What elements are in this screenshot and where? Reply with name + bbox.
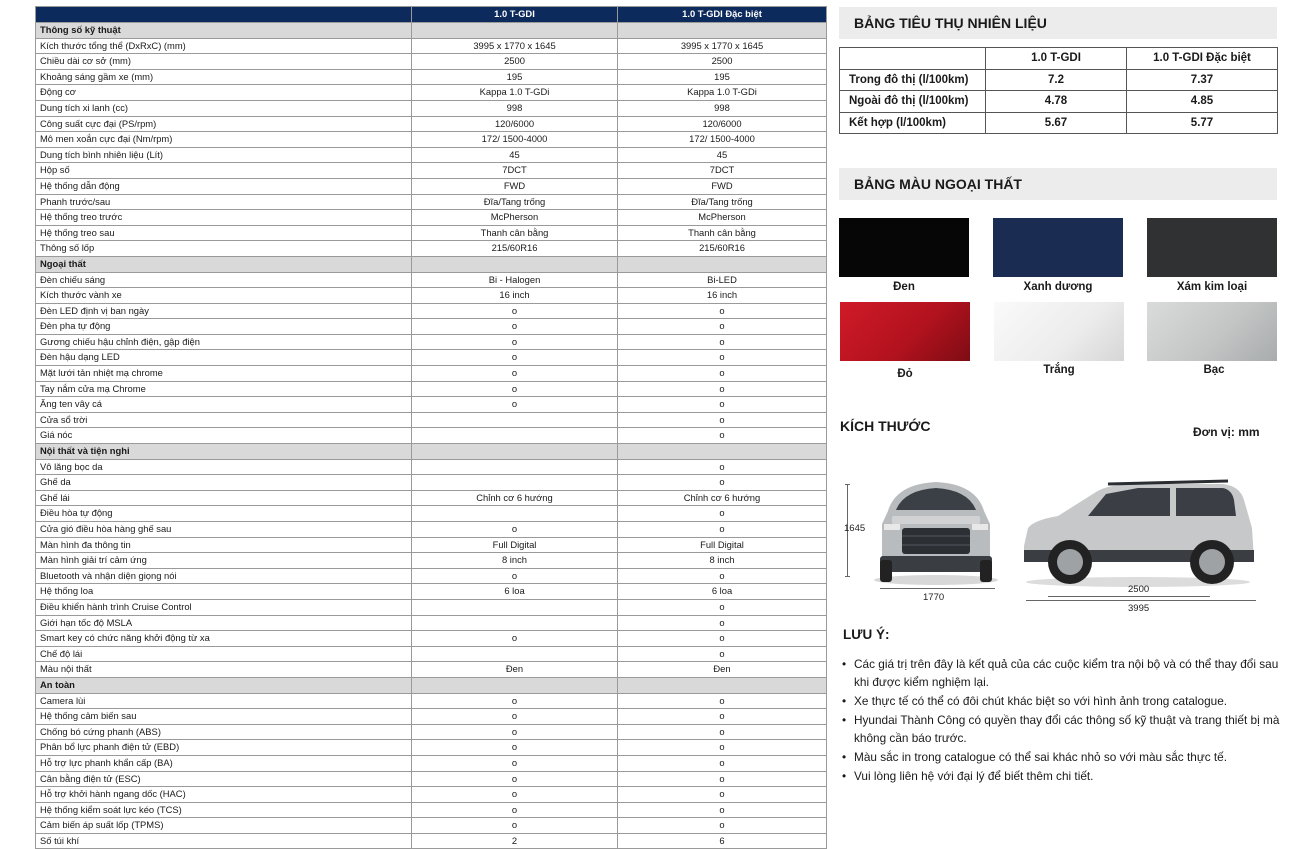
spec-row (36, 54, 827, 70)
spec-row-value-special: o (618, 787, 827, 803)
spec-row-value-standard: o (412, 787, 618, 803)
spec-table (35, 6, 827, 849)
spec-row-value-standard: 215/60R16 (412, 241, 618, 257)
fuel-row-label: Kết hợp (l/100km) (840, 112, 986, 134)
note-text: Các giá trị trên đây là kết quả của các cuộc kiểm tra nội bộ và có thể thay đổi sau khi được kiểm nghiệm lại. (854, 657, 1279, 689)
spec-row-value-special: o (618, 724, 827, 740)
spec-row (36, 116, 827, 132)
spec-row-value-standard (412, 459, 618, 475)
spec-section-spacer (412, 677, 618, 693)
spec-row-value-special: o (618, 428, 827, 444)
spec-row (36, 303, 827, 319)
spec-header-blank (36, 7, 412, 23)
spec-row-value-standard (412, 475, 618, 491)
spec-row-value-special: McPherson (618, 210, 827, 226)
spec-row-label: Ghế da (36, 475, 412, 491)
spec-row-label: Hộp số (36, 163, 412, 179)
spec-row-value-special: o (618, 475, 827, 491)
spec-row-value-standard: o (412, 334, 618, 350)
color-label: Đỏ (897, 368, 913, 380)
car-side-illustration (1018, 476, 1258, 591)
color-swatch-red (840, 302, 970, 361)
spec-row-label: Gương chiếu hậu chỉnh điện, gập điện (36, 334, 412, 350)
spec-row (36, 537, 827, 553)
length-value: 3995 (1128, 603, 1150, 614)
spec-row-value-standard: o (412, 303, 618, 319)
spec-row-value-special: o (618, 334, 827, 350)
spec-row-value-standard: o (412, 350, 618, 366)
fuel-row-value: 7.2 (986, 69, 1127, 91)
spec-row-value-standard (412, 599, 618, 615)
fuel-row-label: Trong đô thị (l/100km) (840, 69, 986, 91)
spec-row-value-special: 3995 x 1770 x 1645 (618, 38, 827, 54)
fuel-header-col1: 1.0 T-GDI (986, 48, 1127, 70)
spec-row (36, 787, 827, 803)
color-label: Đen (893, 281, 915, 293)
spec-row-value-standard: o (412, 568, 618, 584)
spec-row (36, 615, 827, 631)
spec-row-value-standard: FWD (412, 178, 618, 194)
spec-section-spacer (412, 23, 618, 39)
spec-row (36, 412, 827, 428)
spec-row-value-special: o (618, 350, 827, 366)
spec-row (36, 272, 827, 288)
spec-row-value-special: o (618, 771, 827, 787)
spec-row-value-special: 998 (618, 100, 827, 116)
spec-row (36, 210, 827, 226)
spec-row-value-special: 195 (618, 69, 827, 85)
note-item (842, 692, 1282, 710)
color-label: Trắng (1043, 364, 1075, 376)
spec-row-value-special: Đĩa/Tang trống (618, 194, 827, 210)
spec-row (36, 631, 827, 647)
spec-row-value-standard: Bi - Halogen (412, 272, 618, 288)
spec-row (36, 662, 827, 678)
spec-row-value-standard: 120/6000 (412, 116, 618, 132)
spec-row-value-special: 7DCT (618, 163, 827, 179)
spec-row-label: Hệ thống dẫn động (36, 178, 412, 194)
spec-section-row (36, 444, 827, 460)
spec-row (36, 334, 827, 350)
spec-row (36, 553, 827, 569)
spec-row-value-standard: Đen (412, 662, 618, 678)
spec-row-value-special: o (618, 802, 827, 818)
spec-row (36, 833, 827, 849)
width-dimension-line (880, 588, 995, 589)
spec-row-value-special: o (618, 693, 827, 709)
car-front-illustration (866, 476, 1006, 586)
spec-row-value-standard: 3995 x 1770 x 1645 (412, 38, 618, 54)
spec-row-value-special: FWD (618, 178, 827, 194)
spec-row-value-standard (412, 412, 618, 428)
fuel-header-row (840, 48, 1278, 70)
fuel-header-blank (840, 48, 986, 70)
spec-row-label: Hệ thống loa (36, 584, 412, 600)
spec-row-label: Dung tích bình nhiên liệu (Lít) (36, 147, 412, 163)
spec-row-label: Đèn LED định vị ban ngày (36, 303, 412, 319)
spec-row-value-standard: 7DCT (412, 163, 618, 179)
spec-row (36, 381, 827, 397)
spec-section-spacer (618, 444, 827, 460)
spec-row (36, 163, 827, 179)
height-dimension-tick (845, 576, 850, 577)
spec-row-label: Giá nóc (36, 428, 412, 444)
fuel-row-value: 4.78 (986, 91, 1127, 113)
spec-row-label: Động cơ (36, 85, 412, 101)
spec-row-label: Chống bó cứng phanh (ABS) (36, 724, 412, 740)
spec-header-col1: 1.0 T-GDI (412, 7, 618, 23)
spec-row-value-special: o (618, 740, 827, 756)
height-dimension-tick (845, 484, 850, 485)
spec-section-label: An toàn (36, 677, 412, 693)
spec-row-value-standard: o (412, 522, 618, 538)
spec-row-label: Vô lăng bọc da (36, 459, 412, 475)
spec-row (36, 225, 827, 241)
color-label: Bạc (1203, 364, 1225, 376)
spec-row-value-standard: o (412, 818, 618, 834)
spec-row-label: Giới hạn tốc độ MSLA (36, 615, 412, 631)
spec-row-label: Cửa sổ trời (36, 412, 412, 428)
spec-row (36, 194, 827, 210)
spec-row (36, 397, 827, 413)
spec-row-label: Đèn chiếu sáng (36, 272, 412, 288)
spec-section-spacer (618, 677, 827, 693)
spec-row-label: Bluetooth và nhận diện giọng nói (36, 568, 412, 584)
spec-row-value-special: o (618, 459, 827, 475)
spec-row-value-standard: o (412, 771, 618, 787)
spec-row (36, 740, 827, 756)
spec-row-value-special: o (618, 412, 827, 428)
length-dimension-line (1026, 600, 1256, 601)
spec-row-value-special: Chỉnh cơ 6 hướng (618, 490, 827, 506)
spec-row-label: Đèn hậu dạng LED (36, 350, 412, 366)
spec-row (36, 693, 827, 709)
spec-row-label: Kích thước tổng thể (DxRxC) (mm) (36, 38, 412, 54)
spec-row-label: Đèn pha tự động (36, 319, 412, 335)
spec-section-label: Nội thất và tiện nghi (36, 444, 412, 460)
fuel-section-title: BẢNG TIÊU THỤ NHIÊN LIỆU (839, 7, 1277, 39)
spec-row-value-special: o (618, 646, 827, 662)
spec-row (36, 522, 827, 538)
spec-row (36, 802, 827, 818)
spec-row-value-special: Full Digital (618, 537, 827, 553)
spec-row-value-standard: o (412, 366, 618, 382)
spec-row-label: Camera lùi (36, 693, 412, 709)
spec-row-value-standard (412, 646, 618, 662)
spec-row-label: Cửa gió điều hòa hàng ghế sau (36, 522, 412, 538)
spec-row (36, 724, 827, 740)
spec-row-label: Số túi khí (36, 833, 412, 849)
spec-row-label: Ăng ten vây cá (36, 397, 412, 413)
spec-section-spacer (618, 23, 827, 39)
spec-row (36, 178, 827, 194)
color-swatch-grey (1147, 218, 1277, 277)
spec-row (36, 38, 827, 54)
spec-row-label: Hỗ trợ khởi hành ngang dốc (HAC) (36, 787, 412, 803)
spec-row-value-special: Kappa 1.0 T-GDi (618, 85, 827, 101)
spec-row-label: Mô men xoắn cực đại (Nm/rpm) (36, 132, 412, 148)
dimensions-title: KÍCH THƯỚC (840, 418, 931, 434)
spec-row-label: Tay nắm cửa mạ Chrome (36, 381, 412, 397)
spec-row-value-special: o (618, 303, 827, 319)
spec-row-label: Chiều dài cơ sở (mm) (36, 54, 412, 70)
note-item (842, 748, 1282, 766)
spec-row-value-standard: o (412, 802, 618, 818)
spec-row-value-special: 215/60R16 (618, 241, 827, 257)
spec-row-value-standard: 2 (412, 833, 618, 849)
fuel-row (840, 112, 1278, 134)
fuel-row-label: Ngoài đô thị (l/100km) (840, 91, 986, 113)
spec-row (36, 568, 827, 584)
color-swatch-white (994, 302, 1124, 361)
notes-list (842, 655, 1282, 786)
spec-row (36, 599, 827, 615)
bullet-icon: • (842, 713, 847, 727)
spec-row (36, 506, 827, 522)
note-text: Hyundai Thành Công có quyền thay đổi các thông số kỹ thuật và trang thiết bị mà không cần báo trước. (854, 713, 1280, 745)
spec-row-label: Cân bằng điện tử (ESC) (36, 771, 412, 787)
spec-row-value-standard (412, 506, 618, 522)
spec-row-value-special: 16 inch (618, 288, 827, 304)
spec-row-value-special: 6 loa (618, 584, 827, 600)
spec-row-label: Khoảng sáng gầm xe (mm) (36, 69, 412, 85)
fuel-table (839, 47, 1278, 134)
spec-row-label: Màn hình đa thông tin (36, 537, 412, 553)
spec-row-label: Mặt lưới tản nhiệt mạ chrome (36, 366, 412, 382)
spec-row-value-standard: 172/ 1500-4000 (412, 132, 618, 148)
spec-row-value-special: o (618, 506, 827, 522)
height-value: 1645 (844, 523, 866, 534)
spec-row-value-special: o (618, 319, 827, 335)
spec-row (36, 584, 827, 600)
dimensions-unit: Đơn vị: mm (1193, 425, 1260, 439)
wheelbase-value: 2500 (1128, 584, 1150, 595)
spec-row (36, 147, 827, 163)
spec-row-value-standard: 8 inch (412, 553, 618, 569)
spec-row-value-special: o (618, 366, 827, 382)
spec-row-value-standard: 2500 (412, 54, 618, 70)
spec-row-value-standard: 195 (412, 69, 618, 85)
spec-row-value-special: o (618, 522, 827, 538)
spec-section-row (36, 23, 827, 39)
spec-row-value-standard: o (412, 319, 618, 335)
spec-section-spacer (618, 256, 827, 272)
spec-row-label: Màu nội thất (36, 662, 412, 678)
spec-row (36, 132, 827, 148)
spec-row-value-special: 6 (618, 833, 827, 849)
spec-section-spacer (412, 444, 618, 460)
spec-section-row (36, 677, 827, 693)
spec-section-label: Ngoại thất (36, 256, 412, 272)
spec-row-value-standard: o (412, 709, 618, 725)
spec-row-value-standard: Chỉnh cơ 6 hướng (412, 490, 618, 506)
colors-section-title: BẢNG MÀU NGOẠI THẤT (839, 168, 1277, 200)
fuel-row-value: 5.67 (986, 112, 1127, 134)
spec-row-value-special: Đen (618, 662, 827, 678)
spec-row-label: Màn hình giải trí cảm ứng (36, 553, 412, 569)
spec-row (36, 366, 827, 382)
spec-row (36, 459, 827, 475)
spec-row-value-standard: Full Digital (412, 537, 618, 553)
spec-row-label: Phanh trước/sau (36, 194, 412, 210)
spec-row-label: Hệ thống treo trước (36, 210, 412, 226)
spec-row-value-special: o (618, 568, 827, 584)
spec-row (36, 818, 827, 834)
spec-row-value-standard: Kappa 1.0 T-GDi (412, 85, 618, 101)
spec-row-value-standard: o (412, 693, 618, 709)
spec-row-label: Chế độ lái (36, 646, 412, 662)
spec-table-body (36, 23, 827, 849)
spec-row (36, 319, 827, 335)
spec-row (36, 241, 827, 257)
spec-row (36, 755, 827, 771)
spec-row-label: Dung tích xi lanh (cc) (36, 100, 412, 116)
note-text: Xe thực tế có thể có đôi chút khác biệt so với hình ảnh trong catalogue. (854, 694, 1228, 708)
spec-row (36, 100, 827, 116)
spec-row-label: Thông số lốp (36, 241, 412, 257)
spec-row-value-standard: McPherson (412, 210, 618, 226)
spec-row-label: Phân bổ lực phanh điện tử (EBD) (36, 740, 412, 756)
spec-row-label: Điều khiển hành trình Cruise Control (36, 599, 412, 615)
spec-row-value-standard: 45 (412, 147, 618, 163)
spec-row-label: Cảm biến áp suất lốp (TPMS) (36, 818, 412, 834)
color-swatch-silver (1147, 302, 1277, 361)
spec-section-row (36, 256, 827, 272)
bullet-icon: • (842, 769, 847, 783)
fuel-header-col2: 1.0 T-GDI Đặc biệt (1127, 48, 1278, 70)
spec-row (36, 288, 827, 304)
spec-row-value-special: o (618, 615, 827, 631)
spec-row-value-special: o (618, 709, 827, 725)
fuel-row (840, 91, 1278, 113)
spec-row (36, 771, 827, 787)
bullet-icon: • (842, 657, 847, 671)
width-value: 1770 (923, 592, 945, 603)
spec-row-value-special: Thanh cân bằng (618, 225, 827, 241)
spec-row-value-standard (412, 428, 618, 444)
color-swatch-black (839, 218, 969, 277)
spec-row (36, 350, 827, 366)
spec-row-value-special: 2500 (618, 54, 827, 70)
spec-row-value-standard: o (412, 755, 618, 771)
spec-row-value-special: o (618, 631, 827, 647)
color-swatch-blue (993, 218, 1123, 277)
spec-row-value-standard: 998 (412, 100, 618, 116)
spec-row-value-standard: o (412, 724, 618, 740)
spec-row-value-special: o (618, 755, 827, 771)
note-item (842, 767, 1282, 785)
spec-row-value-special: 45 (618, 147, 827, 163)
spec-row-value-standard: o (412, 381, 618, 397)
spec-row-label: Hệ thống kiểm soát lực kéo (TCS) (36, 802, 412, 818)
spec-row-label: Hỗ trợ lực phanh khẩn cấp (BA) (36, 755, 412, 771)
spec-header-col2: 1.0 T-GDI Đặc biệt (618, 7, 827, 23)
color-label: Xanh dương (1023, 281, 1093, 293)
spec-row-label: Kích thước vành xe (36, 288, 412, 304)
spec-row-value-standard: 6 loa (412, 584, 618, 600)
spec-row-label: Smart key có chức năng khởi động từ xa (36, 631, 412, 647)
spec-row (36, 85, 827, 101)
note-item (842, 655, 1282, 691)
spec-row (36, 69, 827, 85)
spec-row-value-standard (412, 615, 618, 631)
spec-row-label: Công suất cực đại (PS/rpm) (36, 116, 412, 132)
spec-row-value-standard: o (412, 740, 618, 756)
spec-row (36, 428, 827, 444)
spec-row-label: Hệ thống treo sau (36, 225, 412, 241)
spec-row (36, 646, 827, 662)
fuel-row-value: 4.85 (1127, 91, 1278, 113)
note-text: Vui lòng liên hệ với đại lý để biết thêm chi tiết. (854, 769, 1094, 783)
fuel-row-value: 7.37 (1127, 69, 1278, 91)
spec-row-value-standard: o (412, 631, 618, 647)
spec-row-label: Điều hòa tự động (36, 506, 412, 522)
fuel-row-value: 5.77 (1127, 112, 1278, 134)
spec-row-value-special: o (618, 397, 827, 413)
spec-row-value-special: 172/ 1500-4000 (618, 132, 827, 148)
spec-row-value-special: Bi-LED (618, 272, 827, 288)
spec-header-row (36, 7, 827, 23)
spec-row-value-special: 8 inch (618, 553, 827, 569)
spec-row-value-special: 120/6000 (618, 116, 827, 132)
spec-row-value-standard: Thanh cân bằng (412, 225, 618, 241)
spec-row-label: Ghế lái (36, 490, 412, 506)
spec-row-value-standard: 16 inch (412, 288, 618, 304)
spec-row-label: Hệ thống cảm biến sau (36, 709, 412, 725)
spec-section-label: Thông số kỹ thuật (36, 23, 412, 39)
spec-row-value-standard: Đĩa/Tang trống (412, 194, 618, 210)
wheelbase-dimension-line (1048, 596, 1210, 597)
note-text: Màu sắc in trong catalogue có thể sai khác nhỏ so với màu sắc thực tế. (854, 750, 1228, 764)
spec-section-spacer (412, 256, 618, 272)
fuel-row (840, 69, 1278, 91)
notes-title: LƯU Ý: (843, 627, 890, 642)
spec-row-value-special: o (618, 599, 827, 615)
spec-row-value-special: o (618, 381, 827, 397)
spec-row (36, 490, 827, 506)
bullet-icon: • (842, 750, 847, 764)
spec-row-value-special: o (618, 818, 827, 834)
spec-row-value-standard: o (412, 397, 618, 413)
spec-row (36, 475, 827, 491)
color-label: Xám kim loại (1176, 281, 1248, 293)
note-item (842, 711, 1282, 747)
bullet-icon: • (842, 694, 847, 708)
spec-row (36, 709, 827, 725)
